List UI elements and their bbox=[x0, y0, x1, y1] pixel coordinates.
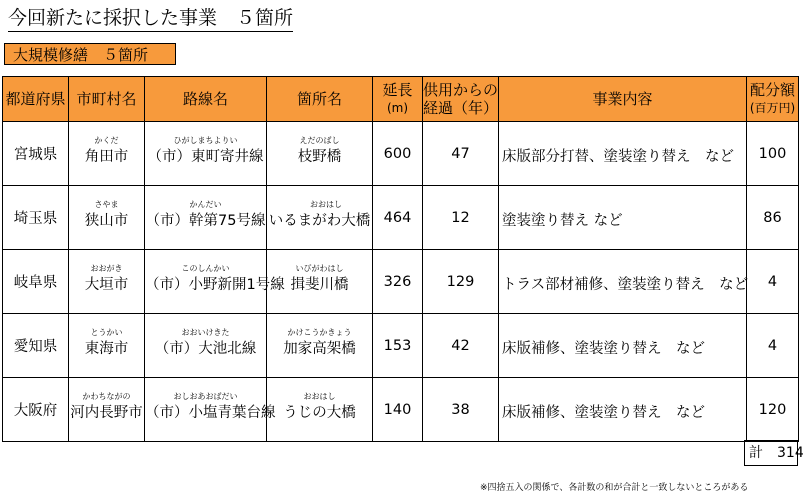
cell-allocation: 4 bbox=[747, 250, 799, 314]
cell-prefecture: 埼玉県 bbox=[3, 186, 69, 250]
header-allocation-line1: 配分額 bbox=[750, 81, 796, 99]
route-name: （市）大池北線 bbox=[154, 341, 257, 357]
location-ruby: おおはし bbox=[303, 392, 336, 401]
city-name: 大垣市 bbox=[84, 277, 129, 293]
location-ruby: かけこうかきょう bbox=[287, 328, 352, 337]
cell-city bbox=[69, 186, 145, 250]
header-city: 市町村名 bbox=[69, 77, 145, 122]
route-ruby: かんだい bbox=[189, 200, 222, 209]
cell-location bbox=[267, 122, 373, 186]
content-text: 塗装塗り替え など bbox=[502, 213, 623, 229]
cell-prefecture: 宮城県 bbox=[3, 122, 69, 186]
table-row bbox=[3, 250, 799, 314]
route-name: （市）幹第75号線 bbox=[145, 213, 266, 229]
cell-city bbox=[69, 314, 145, 378]
total-value: 314 bbox=[777, 445, 804, 461]
cell-length: 600 bbox=[373, 122, 423, 186]
cell-elapsed: 42 bbox=[423, 314, 499, 378]
cell-length: 153 bbox=[373, 314, 423, 378]
route-ruby: おしおあおばだい bbox=[173, 392, 238, 401]
page-title: 今回新たに採択した事業 ５箇所 bbox=[8, 6, 293, 32]
cell-elapsed: 12 bbox=[423, 186, 499, 250]
location-ruby: えだのばし bbox=[299, 136, 340, 145]
content-text: 床版補修、塗装塗り替え など bbox=[502, 341, 706, 357]
location-name: いるまがわ大橋 bbox=[268, 213, 371, 229]
cell-content bbox=[499, 122, 747, 186]
content-text: トラス部材補修、塗装塗り替え など bbox=[502, 277, 749, 293]
cell-length: 464 bbox=[373, 186, 423, 250]
table-row bbox=[3, 186, 799, 250]
cell-elapsed: 38 bbox=[423, 378, 499, 442]
header-route: 路線名 bbox=[145, 77, 267, 122]
route-name: （市）小野新開1号線 bbox=[145, 277, 285, 293]
header-location: 箇所名 bbox=[267, 77, 373, 122]
header-elapsed-line1: 供用からの bbox=[423, 81, 499, 99]
cell-prefecture: 岐阜県 bbox=[3, 250, 69, 314]
content-text: 床版補修、塗装塗り替え など bbox=[502, 405, 706, 421]
city-name: 河内長野市 bbox=[70, 405, 143, 421]
table-row bbox=[3, 378, 799, 442]
project-table bbox=[2, 76, 799, 442]
content-text: 床版部分打替、塗装塗り替え など bbox=[502, 149, 735, 165]
cell-elapsed: 47 bbox=[423, 122, 499, 186]
cell-location bbox=[267, 186, 373, 250]
total-label: 計 bbox=[749, 445, 763, 461]
cell-route bbox=[145, 250, 285, 314]
header-content: 事業内容 bbox=[499, 77, 747, 122]
header-length-line1: 延長 bbox=[382, 81, 413, 99]
route-name: （市）東町寄井線 bbox=[147, 149, 264, 165]
total-box bbox=[744, 440, 804, 466]
cell-allocation: 100 bbox=[747, 122, 799, 186]
cell-location bbox=[267, 250, 373, 314]
location-ruby: おおはし bbox=[310, 200, 342, 209]
route-ruby: このしんかい bbox=[181, 264, 230, 273]
cell-content bbox=[499, 186, 747, 250]
cell-location bbox=[267, 314, 373, 378]
cell-content bbox=[499, 314, 747, 378]
location-name: 枝野橋 bbox=[297, 149, 342, 165]
city-name: 狭山市 bbox=[84, 213, 129, 229]
cell-route bbox=[145, 378, 276, 442]
city-ruby: かわちながの bbox=[82, 392, 131, 401]
cell-route bbox=[145, 186, 267, 250]
cell-location bbox=[267, 378, 373, 442]
route-ruby: おおいけきた bbox=[181, 328, 230, 337]
route-ruby: ひがしまちよりい bbox=[173, 136, 238, 145]
location-name: 揖斐川橋 bbox=[290, 277, 349, 293]
city-ruby: おおがき bbox=[90, 264, 123, 273]
location-ruby: いびがわはし bbox=[295, 264, 344, 273]
table-row bbox=[3, 122, 799, 186]
city-ruby: とうかい bbox=[90, 328, 123, 337]
header-allocation-line2: (百万円) bbox=[749, 101, 796, 115]
cell-route bbox=[145, 314, 267, 378]
cell-allocation: 4 bbox=[747, 314, 799, 378]
cell-route bbox=[145, 122, 267, 186]
cell-prefecture: 大阪府 bbox=[3, 378, 69, 442]
cell-content bbox=[499, 378, 747, 442]
location-name: うじの大橋 bbox=[283, 405, 356, 421]
cell-city bbox=[69, 378, 145, 442]
cell-elapsed: 129 bbox=[423, 250, 499, 314]
cell-prefecture: 愛知県 bbox=[3, 314, 69, 378]
header-prefecture: 都道府県 bbox=[3, 77, 69, 122]
header-length bbox=[373, 77, 423, 122]
cell-city bbox=[69, 250, 145, 314]
header-elapsed bbox=[423, 77, 499, 122]
cell-length: 326 bbox=[373, 250, 423, 314]
header-row bbox=[3, 77, 799, 122]
table-row bbox=[3, 314, 799, 378]
city-ruby: さやま bbox=[94, 200, 119, 209]
cell-allocation: 86 bbox=[747, 186, 799, 250]
cell-length: 140 bbox=[373, 378, 423, 442]
footnote: ※四捨五入の関係で、各計数の和が合計と一致しないところがある bbox=[480, 483, 749, 493]
header-length-line2: (m) bbox=[386, 101, 409, 115]
route-name: （市）小塩青葉台線 bbox=[145, 405, 276, 421]
city-ruby: かくだ bbox=[94, 136, 119, 145]
location-name: 加家高架橋 bbox=[283, 341, 356, 357]
cell-allocation: 120 bbox=[747, 378, 799, 442]
city-name: 角田市 bbox=[84, 149, 129, 165]
cell-content bbox=[499, 250, 747, 314]
header-elapsed-line2: 経過（年） bbox=[423, 99, 499, 117]
header-allocation bbox=[747, 77, 799, 122]
city-name: 東海市 bbox=[84, 341, 129, 357]
section-label: 大規模修繕 ５箇所 bbox=[4, 43, 176, 65]
cell-city bbox=[69, 122, 145, 186]
